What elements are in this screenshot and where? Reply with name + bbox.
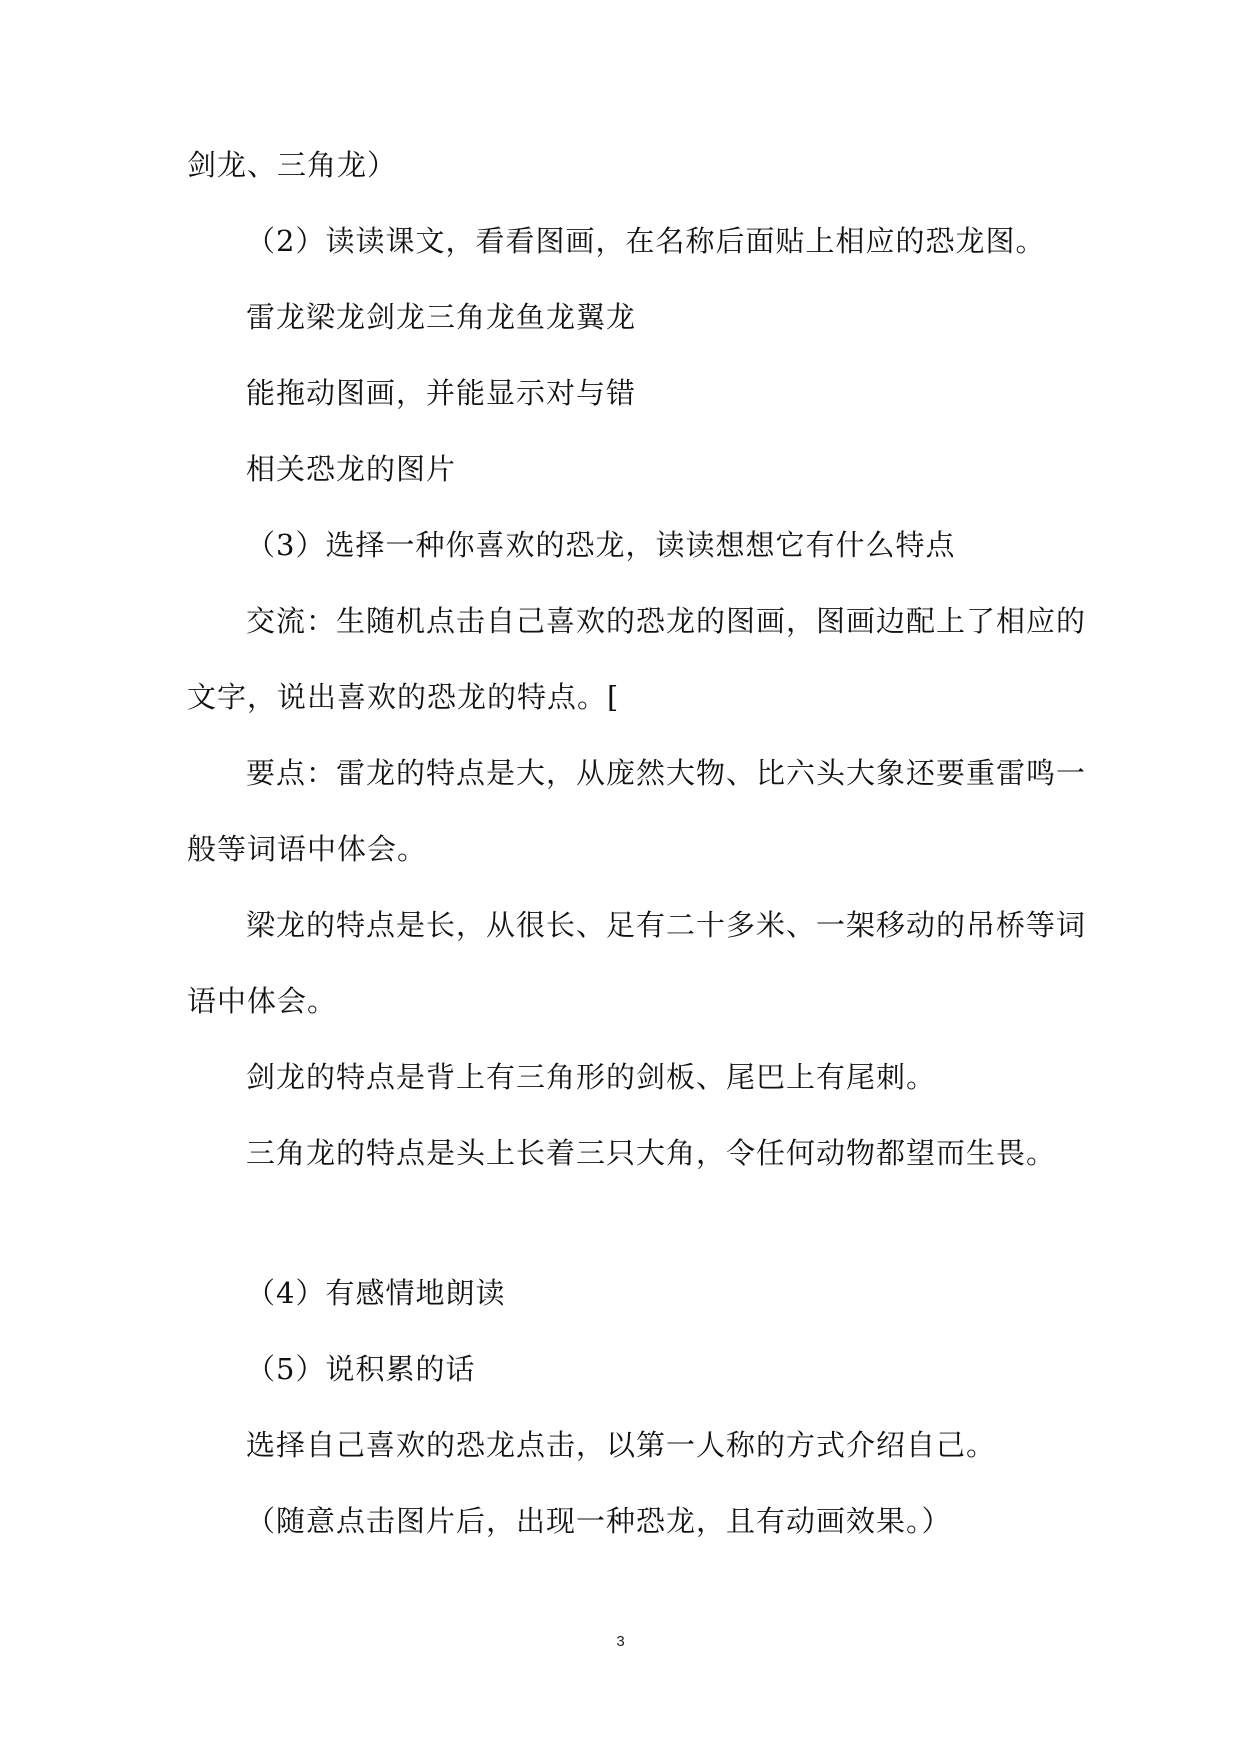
text-line: 剑龙、三角龙） xyxy=(187,148,398,182)
text-line: 相关恐龙的图片 xyxy=(246,452,457,486)
text-line: 能拖动图画，并能显示对与错 xyxy=(246,376,637,410)
page-number: 3 xyxy=(616,1633,625,1650)
text-line: 剑龙的特点是背上有三角形的剑板、尾巴上有尾刺。 xyxy=(246,1060,937,1094)
text-line: （5）说积累的话 xyxy=(246,1352,476,1386)
text-line: 选择自己喜欢的恐龙点击，以第一人称的方式介绍自己。 xyxy=(246,1428,997,1462)
text-line: 要点：雷龙的特点是大，从庞然大物、比六头大象还要重雷鸣一 xyxy=(246,756,1087,790)
text-line: 语中体会。 xyxy=(187,984,338,1018)
text-line: （4）有感情地朗读 xyxy=(246,1276,506,1310)
text-line: 三角龙的特点是头上长着三只大角，令任何动物都望而生畏。 xyxy=(246,1136,1057,1170)
text-line: 交流：生随机点击自己喜欢的恐龙的图画，图画边配上了相应的 xyxy=(246,604,1087,638)
text-line: 梁龙的特点是长，从很长、足有二十多米、一架移动的吊桥等词 xyxy=(246,908,1087,942)
text-line: （2）读读课文，看看图画，在名称后面贴上相应的恐龙图。 xyxy=(246,224,1046,258)
text-line: （3）选择一种你喜欢的恐龙，读读想想它有什么特点 xyxy=(246,528,956,562)
text-line: 雷龙梁龙剑龙三角龙鱼龙翼龙 xyxy=(246,300,637,334)
text-line: （随意点击图片后，出现一种恐龙，且有动画效果。） xyxy=(246,1504,952,1538)
text-line: 般等词语中体会。 xyxy=(187,832,428,866)
text-line: 文字，说出喜欢的恐龙的特点。[ xyxy=(187,680,620,714)
